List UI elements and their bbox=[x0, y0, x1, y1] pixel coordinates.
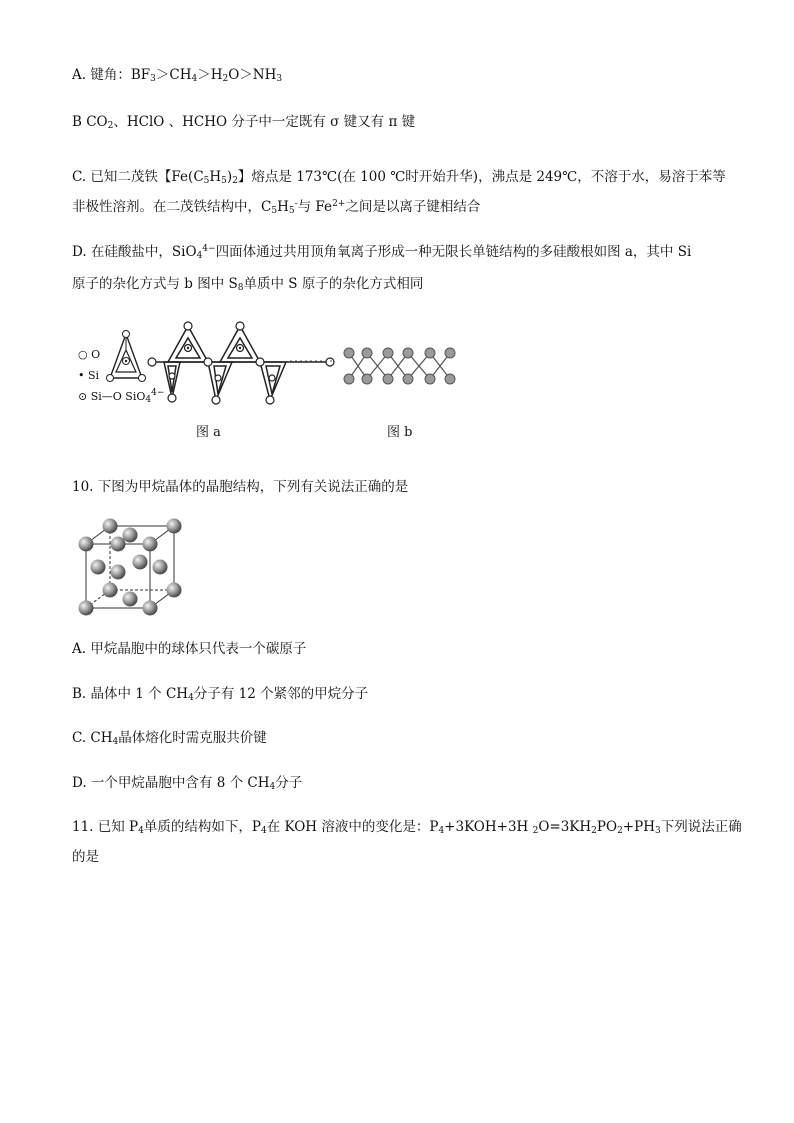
silicate-chain-diagram bbox=[146, 316, 336, 416]
figure-a-caption: 图 a bbox=[196, 425, 221, 440]
q10-option-d: D. 一个甲烷晶胞中含有 8 个 $CH_4$分子 bbox=[72, 775, 303, 792]
q10-option-b: B. 晶体中 1 个 $CH_4$分子有 12 个紧邻的甲烷分子 bbox=[72, 686, 369, 703]
q9-option-c-line1: C. 已知二茂铁【$Fe(C_5H_5)_2$】熔点是 173℃(在 100 ℃时开始升华)，沸点是 249℃，不溶于水，易溶于苯等 bbox=[72, 169, 726, 186]
q9-option-c-line2: 非极性溶剂。在二茂铁结构中，$C_5H_5^-$与 $Fe^{2+}$之间是以离子键相结合 bbox=[72, 199, 481, 216]
legend-oxygen: ○ O bbox=[78, 348, 101, 361]
methane-unit-cell-diagram bbox=[74, 514, 188, 618]
chain-continuation-dashes bbox=[290, 358, 334, 364]
q10-option-c: C. $CH_4$晶体熔化时需克服共价键 bbox=[72, 730, 267, 747]
q9-option-d-line1: D. 在硅酸盐中，SiO$_4^{4-}$四面体通过共用顶角氧离子形成一种无限长单链结构的多硅酸根如图 a，其中 Si bbox=[72, 244, 692, 261]
figure-b-caption: 图 b bbox=[387, 425, 413, 440]
q9-option-a: A. 键角：$BF_3>CH_4>H_2O>NH_3$ bbox=[72, 67, 283, 84]
sio4-tetrahedron-diagram bbox=[104, 328, 148, 388]
q9-option-b: B $CO_2$、HClO 、HCHO 分子中一定既有 σ 键又有 π 键 bbox=[72, 114, 416, 131]
legend-silicon: • Si bbox=[78, 369, 100, 382]
s8-zigzag-diagram bbox=[340, 344, 464, 388]
q9-option-d-line2: 原子的杂化方式与 b 图中 $S_8$单质中 S 原子的杂化方式相同 bbox=[72, 276, 424, 293]
q11-stem-line2: 的是 bbox=[72, 849, 99, 865]
q10-stem: 10. 下图为甲烷晶体的晶胞结构，下列有关说法正确的是 bbox=[72, 479, 409, 495]
q10-option-a: A. 甲烷晶胞中的球体只代表一个碳原子 bbox=[72, 641, 307, 657]
legend-si-o-bond: ⊙ Si—O SiO$_4^{4-}$ bbox=[78, 388, 165, 405]
q11-stem-line1: 11. 已知 $P_4$单质的结构如下，$P_4$在 KOH 溶液中的变化是：$P_4+3KOH+3H$ $_2O=3KH_2PO_2+PH_3$下列说法正确 bbox=[72, 819, 742, 836]
